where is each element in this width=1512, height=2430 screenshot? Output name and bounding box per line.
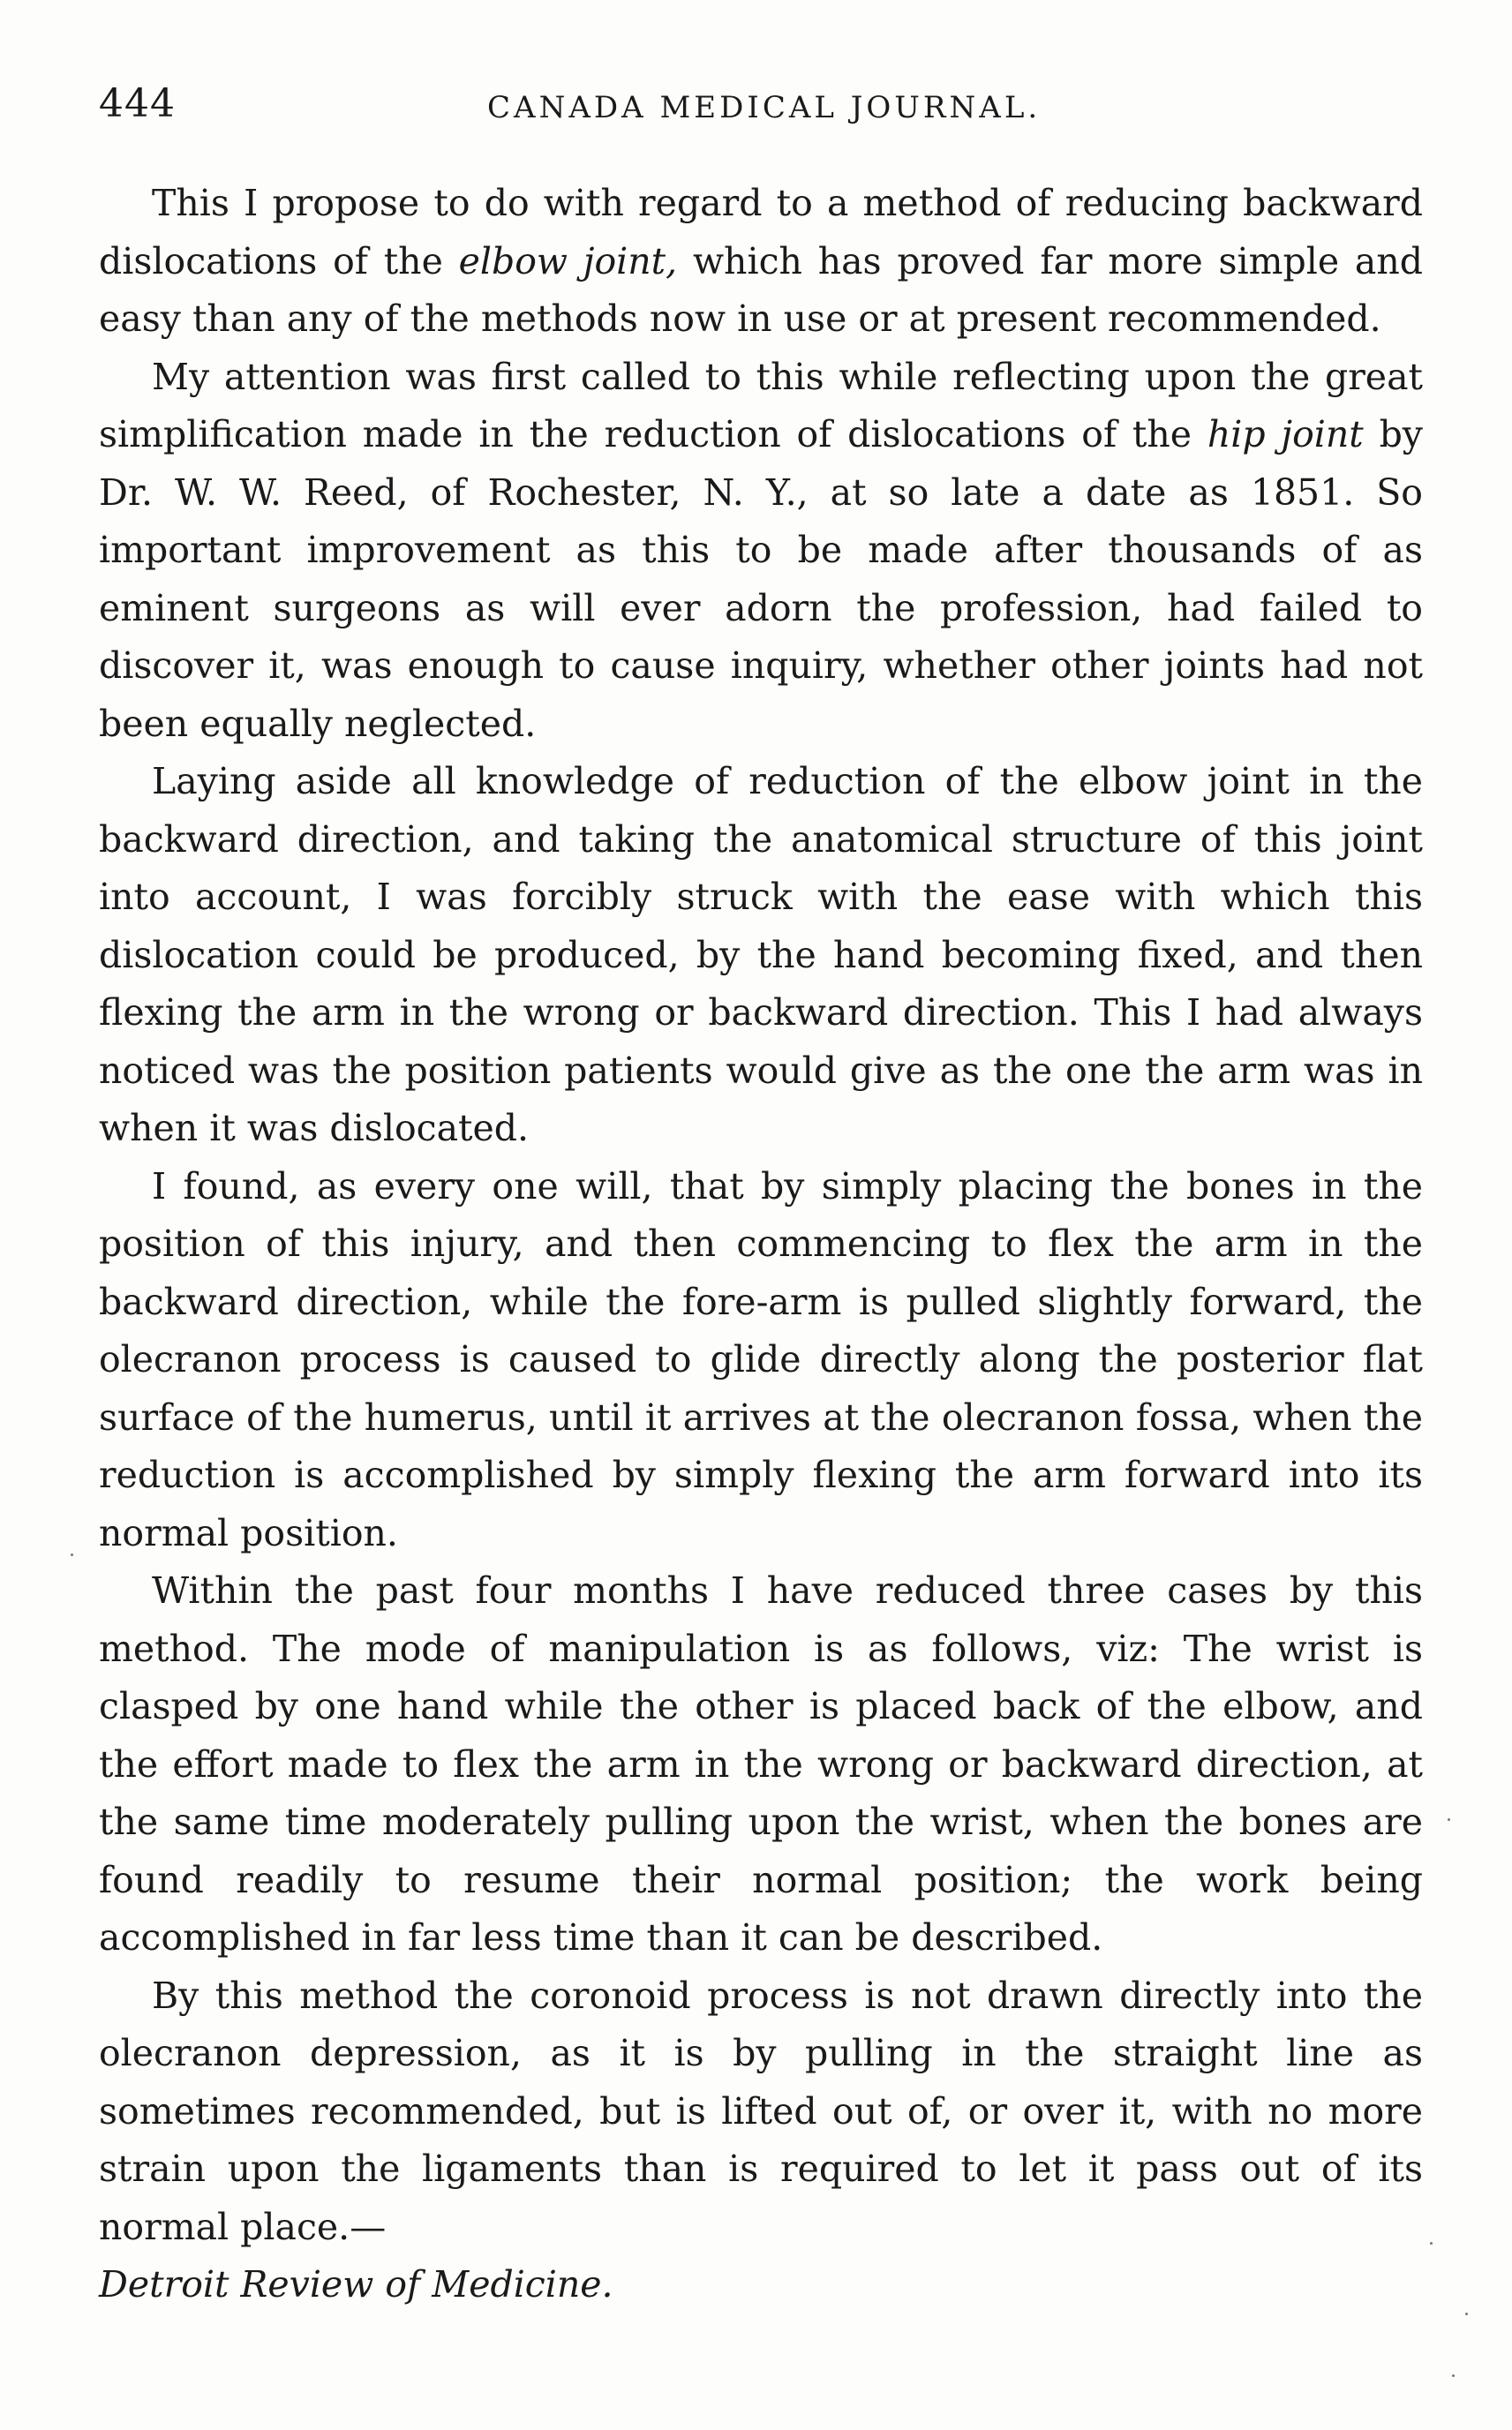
emphasis: hip joint <box>1207 413 1364 455</box>
page-number: 444 <box>99 81 176 126</box>
scan-speck <box>1465 2313 1468 2315</box>
paragraph: Within the past four months I have reduced three cases by this method. The mode of manipulation is as follows, viz: The wrist is clasped by one hand while the other is placed back of the elbow, and the effort made to flex the arm in the wrong or backward direction, at the same time moderately pulling upon the wrist, when the bones are found readily to resume their normal position; the work being accomplished in far less time than it can be described. <box>99 1569 1423 1959</box>
scan-speck <box>1452 2374 1455 2377</box>
article-body <box>99 175 1423 2314</box>
scan-speck <box>71 1554 73 1556</box>
page-header <box>99 81 1423 134</box>
scan-speck <box>1448 1818 1450 1821</box>
scan-speck <box>1430 2242 1433 2245</box>
paragraph: Laying aside all knowledge of reduction of the elbow joint in the backward direction, and taking the anatomical structure of this joint into account, I was forcibly struck with the ease with which this dislocation could be produced, by the hand becoming fixed, and then flexing the arm in the wrong or backward direction. This I had always noticed was the position patients would give as the one the arm was in when it was dislocated. <box>99 760 1423 1149</box>
source-citation: Detroit Review of Medicine. <box>99 2263 613 2306</box>
running-head: CANADA MEDICAL JOURNAL. <box>487 90 1042 125</box>
paragraph: This I propose to do with regard to a method of reducing backward dislocations of the elbow joint, which has proved far more simple and easy than any of the methods now in use or at present recommended. <box>99 182 1423 340</box>
emphasis: elbow joint, <box>458 239 678 282</box>
paragraph: I found, as every one will, that by simply placing the bones in the position of this injury, and then commencing to flex the arm in the backward direction, while the fore-arm is pulled slightly forward, the olecranon process is caused to glide directly along the posterior flat surface of the humerus, until it arrives at the olecranon fossa, when the reduction is accomplished by simply flexing the arm forward into its normal position. <box>99 1164 1423 1554</box>
paragraph: By this method the coronoid process is not drawn directly into the olecranon depression, as it is by pulling in the straight line as sometimes recommended, but is lifted out of, or over it, with no more strain upon the ligaments than is required to let it pass out of its normal place.— <box>99 1974 1423 2248</box>
paragraph: My attention was first called to this while reflecting upon the great simplification made in the reduction of dislocations of the hip joint by Dr. W. W. Reed, of Rochester, N. Y., at so late a date as 1851. So important improvement as this to be made after thousands of as eminent surgeons as will ever adorn the profession, had failed to discover it, was enough to cause inquiry, whether other joints had not been equally neglected. <box>99 355 1423 745</box>
